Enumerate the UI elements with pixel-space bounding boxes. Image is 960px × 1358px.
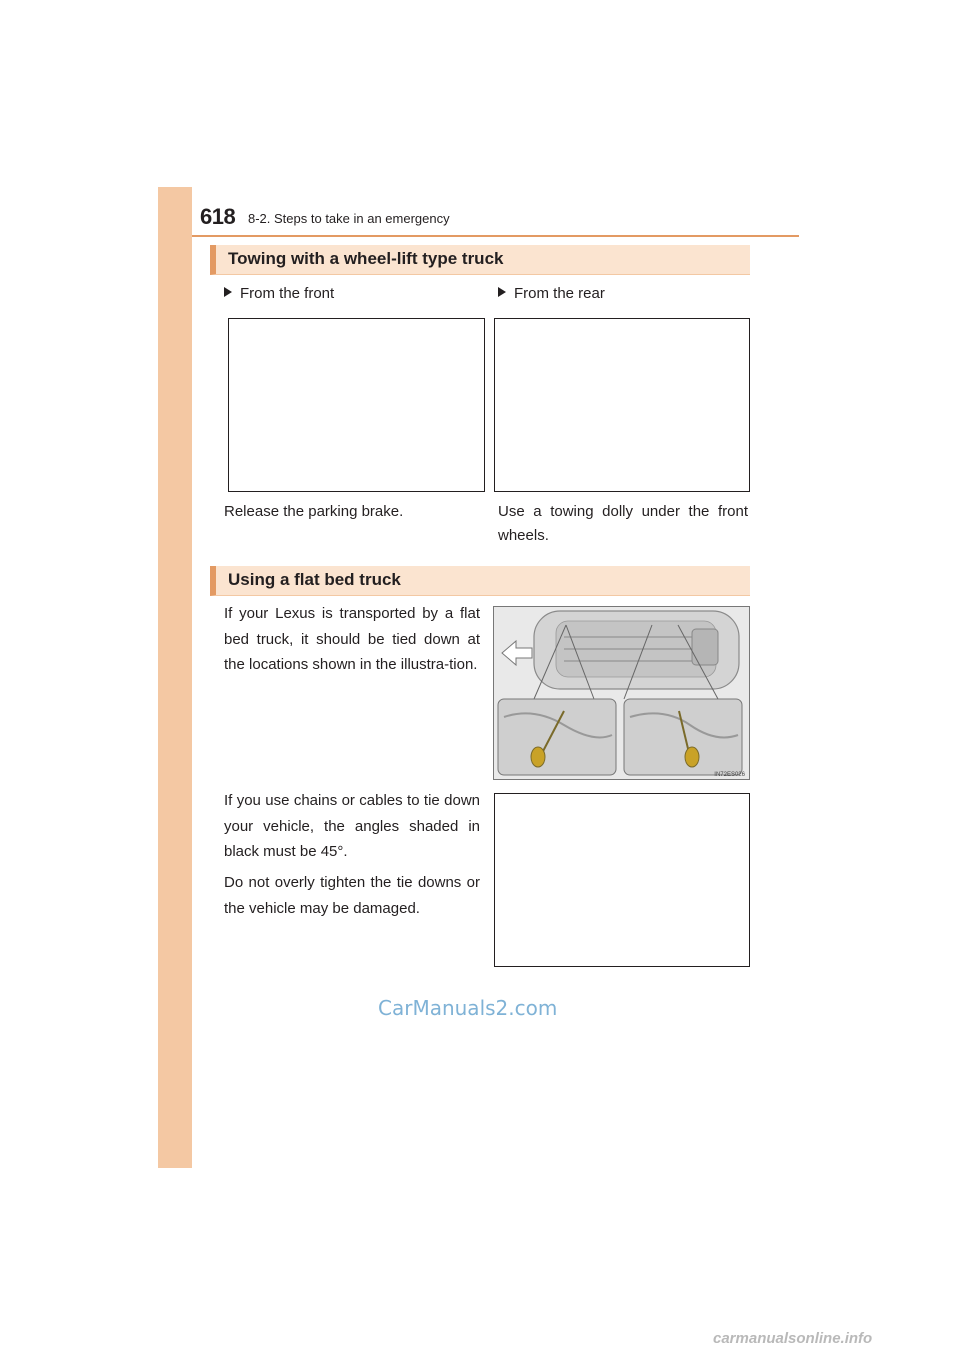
illustration-tie-down-angles — [494, 793, 750, 967]
paragraph-transport: If your Lexus is transported by a flat bed truck, it should be tied down at the locations shown in the illustra-tion. — [224, 605, 480, 673]
paragraph-tighten: Do not overly tighten the tie downs or the vehicle may be damaged. — [224, 874, 480, 917]
illustration-from-rear — [494, 318, 750, 492]
watermark-carmanuals2: CarManuals2.com — [378, 996, 558, 1020]
watermark-footer: carmanualsonline.info — [713, 1330, 873, 1347]
bullet-arrow-icon — [498, 287, 506, 297]
side-tab-band — [158, 187, 192, 1168]
tie-down-illustration — [493, 606, 750, 780]
bullet-from-front: From the front — [224, 285, 334, 302]
caption-from-front: Release the parking brake. — [224, 503, 404, 520]
page-number: 618 — [200, 204, 236, 229]
bullet-from-rear: From the rear — [498, 285, 605, 302]
bullet-arrow-icon — [224, 287, 232, 297]
section-path: 8-2. Steps to take in an emergency — [248, 211, 450, 226]
illustration-code: IN72ES026 — [714, 772, 745, 778]
section-heading-flat-bed — [210, 566, 750, 596]
caption-from-rear: Use a towing dolly under the front wheels. — [498, 503, 748, 544]
section-title: Towing with a wheel-lift type truck — [228, 249, 504, 268]
section-title: Using a flat bed truck — [228, 570, 401, 589]
tie-down-hook-front — [531, 747, 545, 767]
tie-down-hook-rear — [685, 747, 699, 767]
paragraph-chains: If you use chains or cables to tie down your vehicle, the angles shaded in black must be 45°. — [224, 792, 480, 860]
section-heading-wheel-lift — [210, 245, 750, 275]
tie-down-diagram — [494, 607, 750, 780]
illustration-from-front — [228, 318, 485, 492]
